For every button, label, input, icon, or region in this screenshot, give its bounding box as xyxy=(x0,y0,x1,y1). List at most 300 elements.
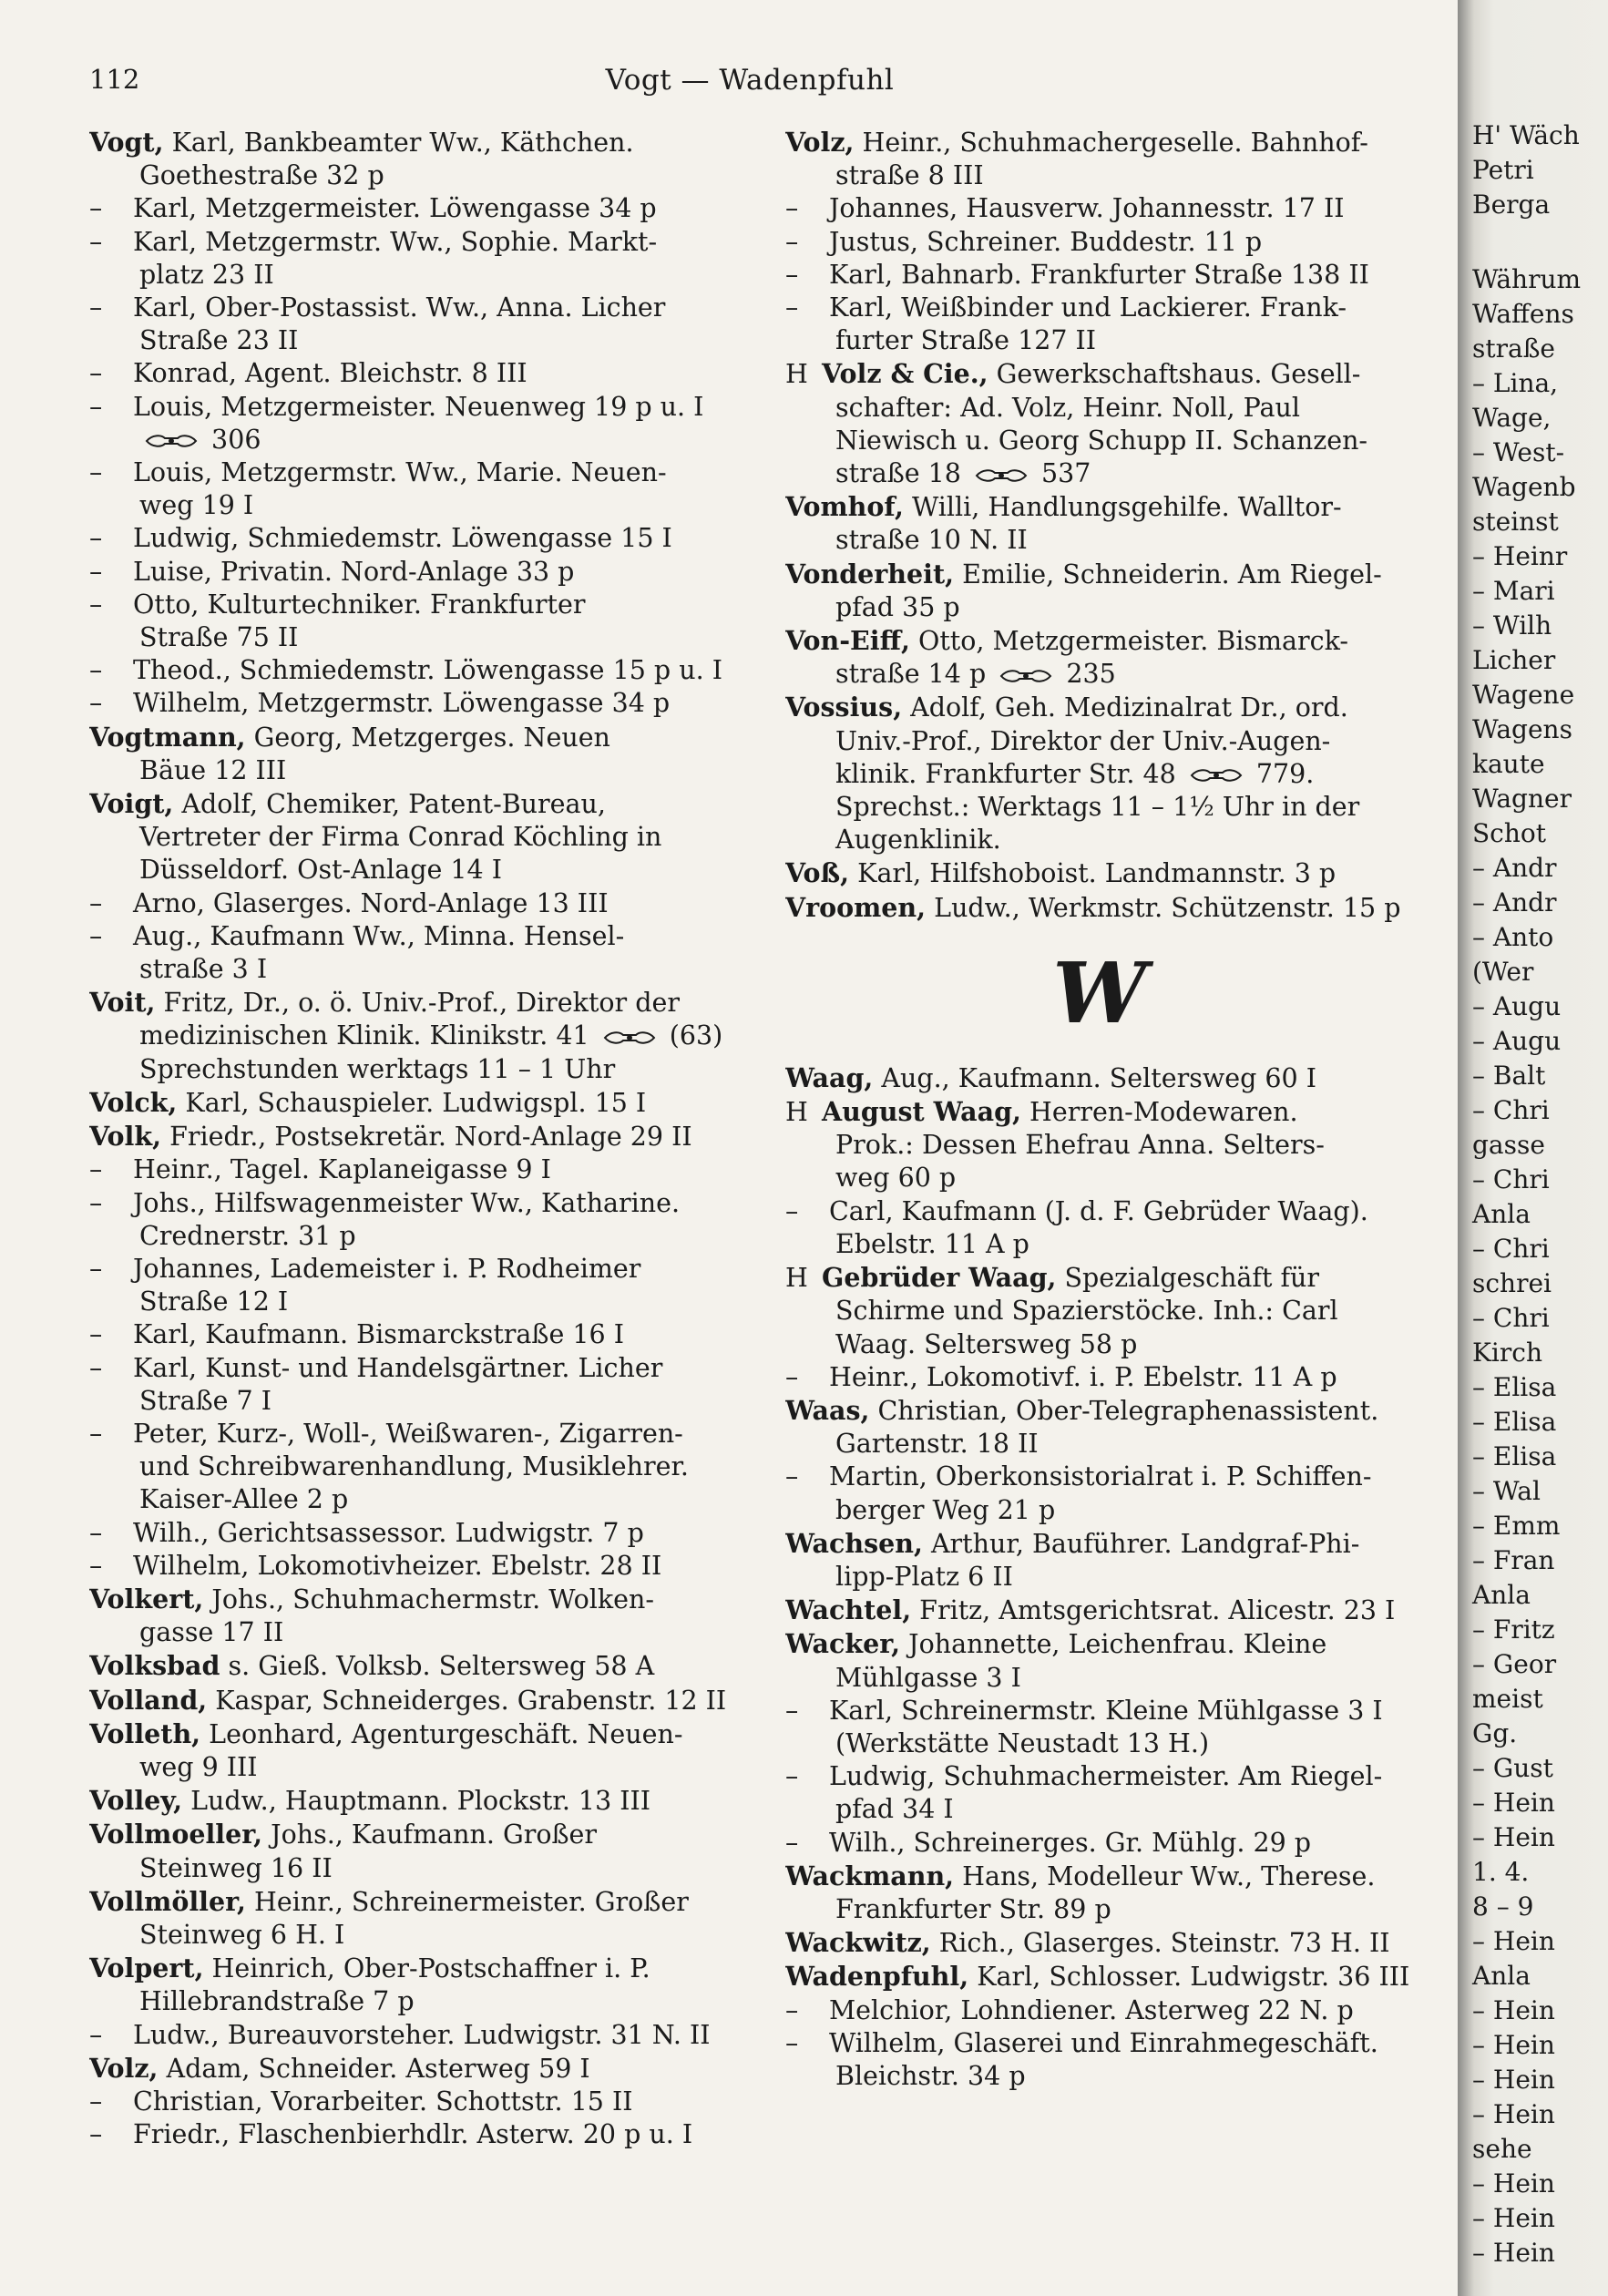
repeat-dash: – xyxy=(785,1461,799,1492)
directory-entry xyxy=(785,357,1414,490)
entry-line: Volkert, Johs., Schuhmachermstr. Wolken- xyxy=(89,1583,654,1614)
repeat-dash: – xyxy=(89,1418,103,1449)
repeat-dash: – xyxy=(785,1195,799,1226)
repeat-dash: – xyxy=(89,358,103,389)
adjacent-page-fragment: kaute xyxy=(1472,749,1545,779)
entry-name: August Waag, xyxy=(822,1096,1021,1128)
directory-entry xyxy=(89,391,729,456)
telephone-icon xyxy=(1190,767,1243,784)
repeat-dash: – xyxy=(785,1695,799,1726)
entry-name: Wachtel, xyxy=(785,1594,912,1626)
entry-line: berger Weg 21 p xyxy=(835,1494,1056,1525)
directory-entry xyxy=(785,1095,1414,1195)
entry-name: Volley, xyxy=(89,1785,183,1817)
entry-line: Voit, Fritz, Dr., o. ö. Univ.-Prof., Direktor der xyxy=(89,987,680,1019)
adjacent-page-fragment: – Andr xyxy=(1472,853,1557,883)
adjacent-page-fragment: – Elisa xyxy=(1472,1407,1557,1437)
entry-line: weg 19 I xyxy=(139,490,254,521)
page-number: 112 xyxy=(89,64,140,95)
repeat-dash: – xyxy=(785,292,799,323)
entry-line: Straße 75 II xyxy=(139,622,299,653)
directory-entry xyxy=(785,1760,1414,1826)
entry-line: Univ.-Prof., Direktor der Univ.-Augen- xyxy=(835,725,1331,756)
adjacent-page-fragment: Wagene xyxy=(1472,680,1575,710)
entry-line: – Wilhelm, Metzgermstr. Löwengasse 34 p xyxy=(89,687,729,720)
adjacent-page-fragment: – Chri xyxy=(1472,1164,1550,1194)
entry-line: 306 xyxy=(89,424,729,456)
entry-name: Wacker, xyxy=(785,1628,901,1660)
adjacent-page-edge xyxy=(1458,0,1608,2296)
adjacent-page-fragment: Anla xyxy=(1472,1199,1531,1229)
entry-line: – Otto, Kulturtechniker. Frankfurter xyxy=(89,589,729,621)
adjacent-page-fragment: – Hein xyxy=(1472,2168,1555,2199)
directory-entry xyxy=(785,292,1414,357)
entry-line: Bäue 12 III xyxy=(139,754,287,785)
entry-line: Volk, Friedr., Postsekretär. Nord-Anlage 29 II xyxy=(89,1121,692,1153)
entry-line: – Aug., Kaufmann Ww., Minna. Hensel- xyxy=(89,920,729,953)
repeat-dash: – xyxy=(89,457,103,488)
entry-line: Steinweg 6 H. I xyxy=(139,1919,345,1950)
directory-entry xyxy=(785,490,1414,557)
directory-entry xyxy=(89,522,729,555)
entry-line: – Karl, Schreinermstr. Kleine Mühlgasse 3 I xyxy=(785,1695,1414,1727)
adjacent-page-fragment: – Hein xyxy=(1472,1788,1555,1818)
adjacent-page-fragment: (Wer xyxy=(1472,957,1534,987)
directory-entry xyxy=(89,1120,729,1153)
repeat-dash: – xyxy=(785,1361,799,1392)
entry-line: Wachtel, Fritz, Amtsgerichtsrat. Alicestr. 23 I xyxy=(785,1594,1396,1626)
entry-line: Straße 23 II xyxy=(139,325,299,356)
directory-entry xyxy=(89,1086,729,1120)
entry-line: medizinischen Klinik. Klinikstr. 41 (63) xyxy=(139,1020,723,1051)
adjacent-page-fragment: – Emm xyxy=(1472,1511,1561,1541)
entry-line: Bleichstr. 34 p xyxy=(835,2060,1026,2091)
entry-line: Waag, Aug., Kaufmann. Seltersweg 60 I xyxy=(785,1061,1316,1093)
directory-entry xyxy=(785,856,1414,890)
entry-line: – Friedr., Flaschenbierhdlr. Asterw. 20 p u. I xyxy=(89,2118,729,2151)
entry-line: Wackwitz, Rich., Glaserges. Steinstr. 73 H. II xyxy=(785,1927,1390,1959)
directory-entry xyxy=(89,2086,729,2118)
repeat-dash: – xyxy=(785,1994,799,2025)
telephone-icon xyxy=(603,1030,656,1046)
entry-line: Kaiser-Allee 2 p xyxy=(139,1484,349,1515)
entry-line: weg 9 III xyxy=(139,1751,258,1782)
entry-line: Ebelstr. 11 A p xyxy=(835,1228,1029,1259)
directory-entry xyxy=(89,1684,729,1717)
entry-line: – Ludw., Bureauvorsteher. Ludwigstr. 31 N. II xyxy=(89,2019,729,2052)
entry-line: Volley, Ludw., Hauptmann. Plockstr. 13 III xyxy=(89,1785,651,1817)
entry-line: – Louis, Metzgermstr. Ww., Marie. Neuen- xyxy=(89,456,729,489)
entry-name: Wachsen, xyxy=(785,1527,923,1559)
entry-line: Volck, Karl, Schauspieler. Ludwigspl. 15 I xyxy=(89,1086,647,1118)
adjacent-page-fragment: – Hein xyxy=(1472,2099,1555,2129)
directory-entry xyxy=(785,1195,1414,1261)
entry-line: Gartenstr. 18 II xyxy=(835,1429,1039,1460)
repeat-dash: – xyxy=(89,1187,103,1218)
directory-entry xyxy=(89,357,729,390)
adjacent-page-fragment: schrei xyxy=(1472,1268,1552,1298)
adjacent-page-fragment: – Lina, xyxy=(1472,368,1559,398)
entry-line: Sprechstunden werktags 11 – 1 Uhr xyxy=(139,1053,616,1084)
adjacent-page-fragment: Wagens xyxy=(1472,714,1572,744)
adjacent-page-fragment: – Elisa xyxy=(1472,1441,1557,1471)
directory-entry xyxy=(89,1153,729,1186)
directory-entry xyxy=(89,1253,729,1318)
directory-entry xyxy=(89,920,729,986)
directory-entry xyxy=(785,259,1414,292)
entry-line: H Gebrüder Waag, Spezialgeschäft für xyxy=(785,1261,1414,1295)
adjacent-page-fragment: sehe xyxy=(1472,2134,1532,2164)
adjacent-page-fragment: – Mari xyxy=(1472,576,1555,606)
adjacent-page-fragment: – Chri xyxy=(1472,1095,1550,1125)
repeat-dash: – xyxy=(785,1827,799,1858)
entry-line: lipp-Platz 6 II xyxy=(835,1561,1013,1592)
entry-line: pfad 34 I xyxy=(835,1794,954,1825)
entry-line: Sprechst.: Werktags 11 – 1½ Uhr in der xyxy=(835,792,1360,823)
adjacent-page-fragment: meist xyxy=(1472,1684,1543,1714)
directory-entry xyxy=(785,1960,1414,1994)
entry-name: Volkert, xyxy=(89,1583,204,1614)
adjacent-page-fragment: – Chri xyxy=(1472,1303,1550,1333)
entry-line: (Werkstätte Neustadt 13 H.) xyxy=(835,1727,1210,1758)
directory-entry xyxy=(785,226,1414,259)
entry-line: Vertreter der Firma Conrad Köchling in xyxy=(139,822,662,853)
entry-line: – Karl, Metzgermstr. Ww., Sophie. Markt- xyxy=(89,226,729,259)
adjacent-page-fragment: – Hein xyxy=(1472,2030,1555,2060)
entry-line: – Karl, Kunst- und Handelsgärtner. Licher xyxy=(89,1352,729,1385)
directory-entry xyxy=(785,1994,1414,2027)
entry-line: Straße 12 I xyxy=(139,1286,289,1317)
entry-line: Goethestraße 32 p xyxy=(139,160,384,191)
entry-line: weg 60 p xyxy=(835,1163,957,1194)
directory-entry xyxy=(785,192,1414,225)
repeat-dash: – xyxy=(785,1761,799,1792)
adjacent-page-fragment: Wagner xyxy=(1472,784,1572,814)
directory-entry xyxy=(89,192,729,225)
entry-line: – Karl, Ober-Postassist. Ww., Anna. Licher xyxy=(89,292,729,324)
directory-entry xyxy=(89,456,729,522)
directory-entry xyxy=(89,1318,729,1351)
entry-name: Wackmann, xyxy=(785,1860,955,1891)
directory-entry xyxy=(89,687,729,720)
entry-line: Volz, Adam, Schneider. Asterweg 59 I xyxy=(89,2052,590,2084)
repeat-dash: – xyxy=(89,1517,103,1548)
trade-mark: H xyxy=(785,359,808,390)
entry-name: Vogtmann, xyxy=(89,721,246,753)
directory-entry xyxy=(89,1352,729,1418)
adjacent-page-fragment: – Hein xyxy=(1472,1926,1555,1956)
entry-line: – Heinr., Lokomotivf. i. P. Ebelstr. 11 A p xyxy=(785,1361,1414,1394)
adjacent-page-fragment: – Geor xyxy=(1472,1649,1557,1679)
directory-entry xyxy=(785,1695,1414,1760)
entry-name: Volz, xyxy=(89,2052,159,2084)
directory-entry xyxy=(89,556,729,589)
entry-line: Hillebrandstraße 7 p xyxy=(139,1986,415,2017)
repeat-dash: – xyxy=(89,688,103,719)
entry-name: Gebrüder Waag, xyxy=(822,1262,1057,1294)
repeat-dash: – xyxy=(89,2019,103,2050)
adjacent-page-fragment: Währum xyxy=(1472,264,1582,294)
directory-entry xyxy=(89,2019,729,2052)
adjacent-page-fragment: – Augu xyxy=(1472,1026,1562,1056)
entry-line: Wacker, Johannette, Leichenfrau. Kleine xyxy=(785,1628,1327,1660)
entry-name: Volpert, xyxy=(89,1953,204,1984)
repeat-dash: – xyxy=(89,589,103,620)
directory-entry xyxy=(89,292,729,357)
repeat-dash: – xyxy=(89,920,103,951)
repeat-dash: – xyxy=(89,193,103,224)
repeat-dash: – xyxy=(89,887,103,918)
entry-name: Vonderheit, xyxy=(785,558,955,589)
entry-line: Crednerstr. 31 p xyxy=(139,1220,356,1251)
entry-line: pfad 35 p xyxy=(835,591,960,622)
repeat-dash: – xyxy=(89,1154,103,1185)
entry-line: – Heinr., Tagel. Kaplaneigasse 9 I xyxy=(89,1153,729,1186)
adjacent-page-fragment: – West- xyxy=(1472,437,1565,467)
entry-line: straße 10 N. II xyxy=(835,525,1028,556)
entry-line: Vossius, Adolf, Geh. Medizinalrat Dr., ord. xyxy=(785,692,1348,723)
entry-name: Volleth, xyxy=(89,1717,201,1749)
directory-entry xyxy=(785,1860,1414,1926)
entry-line: H Volz & Cie., Gewerkschaftshaus. Gesell- xyxy=(785,357,1414,391)
adjacent-page-fragment: – Anto xyxy=(1472,922,1554,952)
directory-entry xyxy=(785,1061,1414,1095)
entry-name: Waas, xyxy=(785,1394,870,1426)
entry-line: Niewisch u. Georg Schupp II. Schanzen- xyxy=(835,425,1368,456)
adjacent-page-fragment: Waffens xyxy=(1472,299,1574,329)
entry-name: Volz & Cie., xyxy=(822,358,988,390)
entry-line: – Melchior, Lohndiener. Asterweg 22 N. p xyxy=(785,1994,1414,2027)
adjacent-page-fragment: – Hein xyxy=(1472,1822,1555,1852)
entry-line: platz 23 II xyxy=(139,259,274,290)
directory-entry xyxy=(89,787,729,887)
repeat-dash: – xyxy=(785,259,799,290)
adjacent-page-fragment: Wage, xyxy=(1472,403,1552,433)
directory-entry xyxy=(785,2027,1414,2093)
entry-line: – Konrad, Agent. Bleichstr. 8 III xyxy=(89,357,729,390)
entry-line: klinik. Frankfurter Str. 48 779. xyxy=(835,758,1315,789)
adjacent-page-fragment: Anla xyxy=(1472,1580,1531,1610)
telephone-icon xyxy=(145,433,198,449)
directory-entry xyxy=(89,1717,729,1784)
adjacent-page-fragment: – Hein xyxy=(1472,2065,1555,2095)
running-head: Vogt — Wadenpfuhl xyxy=(605,64,895,97)
entry-line: – Wilhelm, Lokomotivheizer. Ebelstr. 28 II xyxy=(89,1550,729,1583)
adjacent-page-fragment: straße xyxy=(1472,333,1555,364)
directory-entry xyxy=(785,1261,1414,1361)
entry-line: Vogtmann, Georg, Metzgerges. Neuen xyxy=(89,721,610,753)
repeat-dash: – xyxy=(89,292,103,323)
right-column xyxy=(785,126,1414,2093)
directory-entry xyxy=(785,1627,1414,1694)
adjacent-page-fragment: – Wal xyxy=(1472,1476,1541,1506)
repeat-dash: – xyxy=(785,193,799,224)
adjacent-page-fragment: gasse xyxy=(1472,1130,1545,1160)
directory-entry xyxy=(785,624,1414,691)
entry-line: – Wilhelm, Glaserei und Einrahmegeschäft. xyxy=(785,2027,1414,2060)
entry-line: Schirme und Spazierstöcke. Inh.: Carl xyxy=(835,1296,1338,1327)
adjacent-page-fragment: Licher xyxy=(1472,645,1556,675)
adjacent-page-fragment: Wagenb xyxy=(1472,472,1576,502)
entry-line: – Theod., Schmiedemstr. Löwengasse 15 p u. I xyxy=(89,654,729,687)
directory-entry xyxy=(89,887,729,920)
adjacent-page-fragment: – Andr xyxy=(1472,887,1557,917)
entry-line: – Karl, Bahnarb. Frankfurter Straße 138 II xyxy=(785,259,1414,292)
entry-line: Prok.: Dessen Ehefrau Anna. Selters- xyxy=(835,1130,1325,1161)
repeat-dash: – xyxy=(785,226,799,257)
directory-entry xyxy=(89,1818,729,1884)
repeat-dash: – xyxy=(89,2086,103,2117)
adjacent-page-fragment: – Chri xyxy=(1472,1234,1550,1264)
entry-line: Düsseldorf. Ost-Anlage 14 I xyxy=(139,855,502,886)
entry-line: straße 3 I xyxy=(139,954,268,985)
directory-entry xyxy=(89,1583,729,1649)
adjacent-page-fragment: – Balt xyxy=(1472,1061,1546,1091)
repeat-dash: – xyxy=(89,1550,103,1581)
entry-line: – Carl, Kaufmann (J. d. F. Gebrüder Waag). xyxy=(785,1195,1414,1228)
directory-entry xyxy=(785,1461,1414,1526)
entry-line: Voigt, Adolf, Chemiker, Patent-Bureau, xyxy=(89,788,606,820)
entry-line: Vogt, Karl, Bankbeamter Ww., Käthchen. xyxy=(89,127,634,158)
entry-name: Voit, xyxy=(89,987,156,1019)
trade-mark: H xyxy=(785,1263,808,1294)
adjacent-page-fragment: 8 – 9 xyxy=(1472,1891,1534,1922)
entry-line: – Peter, Kurz-, Woll-, Weißwaren-, Zigarren- xyxy=(89,1418,729,1450)
entry-line: – Martin, Oberkonsistorialrat i. P. Schiffen- xyxy=(785,1461,1414,1493)
adjacent-page-fragment: – Augu xyxy=(1472,991,1562,1021)
telephone-icon xyxy=(975,467,1028,484)
repeat-dash: – xyxy=(89,2119,103,2150)
entry-line: Vollmöller, Heinr., Schreinermeister. Großer xyxy=(89,1885,689,1917)
directory-entry xyxy=(89,721,729,787)
adjacent-page-fragment: 1. 4. xyxy=(1472,1857,1530,1887)
entry-name: Voß, xyxy=(785,857,850,889)
section-letter: W xyxy=(1052,943,1147,1042)
directory-entry xyxy=(89,126,729,192)
entry-line: Vomhof, Willi, Handlungsgehilfe. Walltor- xyxy=(785,491,1342,523)
entry-line: – Luise, Privatin. Nord-Anlage 33 p xyxy=(89,556,729,589)
entry-name: Von-Eiff, xyxy=(785,625,910,657)
directory-entry xyxy=(89,1550,729,1583)
entry-name: Volk, xyxy=(89,1121,162,1153)
repeat-dash: – xyxy=(785,2027,799,2058)
entry-name: Waag, xyxy=(785,1061,874,1093)
entry-line: Vonderheit, Emilie, Schneiderin. Am Riegel- xyxy=(785,558,1382,589)
directory-entry xyxy=(785,126,1414,192)
adjacent-page-fragment: Berga xyxy=(1472,190,1551,220)
entry-line: Volksbad s. Gieß. Volksb. Seltersweg 58 A xyxy=(89,1650,655,1682)
telephone-icon xyxy=(999,668,1052,684)
entry-line: straße 14 p 235 xyxy=(835,659,1116,690)
entry-line: Volpert, Heinrich, Ober-Postschaffner i. P. xyxy=(89,1953,650,1984)
entry-line: – Ludwig, Schuhmachermeister. Am Riegel- xyxy=(785,1760,1414,1793)
entry-name: Vollmoeller, xyxy=(89,1819,263,1850)
entry-line: Steinweg 16 II xyxy=(139,1852,333,1883)
adjacent-page-fragment: steinst xyxy=(1472,507,1559,537)
directory-entry xyxy=(785,1394,1414,1461)
adjacent-page-fragment: – Hein xyxy=(1472,2203,1555,2233)
repeat-dash: – xyxy=(89,391,103,422)
entry-line: – Ludwig, Schmiedemstr. Löwengasse 15 I xyxy=(89,522,729,555)
directory-entry xyxy=(785,691,1414,856)
entry-line: – Wilh., Schreinerges. Gr. Mühlg. 29 p xyxy=(785,1827,1414,1860)
entry-name: Wadenpfuhl, xyxy=(785,1961,969,1993)
adjacent-page-fragment: – Fran xyxy=(1472,1545,1555,1575)
entry-name: Vossius, xyxy=(785,692,903,723)
directory-entry xyxy=(89,1517,729,1550)
repeat-dash: – xyxy=(89,523,103,554)
trade-mark: H xyxy=(785,1097,808,1128)
repeat-dash: – xyxy=(89,1253,103,1284)
entry-name: Vollmöller, xyxy=(89,1885,246,1917)
entry-name: Wackwitz, xyxy=(785,1927,931,1959)
entry-line: Wackmann, Hans, Modelleur Ww., Therese. xyxy=(785,1860,1376,1891)
directory-entry xyxy=(89,589,729,654)
entry-line: – Louis, Metzgermeister. Neuenweg 19 p u. I xyxy=(89,391,729,424)
entry-line: Mühlgasse 3 I xyxy=(835,1662,1021,1693)
left-column xyxy=(89,126,729,2151)
directory-entry xyxy=(89,1418,729,1517)
entry-line: straße 8 III xyxy=(835,160,984,191)
entry-line: – Justus, Schreiner. Buddestr. 11 p xyxy=(785,226,1414,259)
adjacent-page-fragment: – Elisa xyxy=(1472,1372,1557,1402)
entry-line: Volleth, Leonhard, Agenturgeschäft. Neuen- xyxy=(89,1717,683,1749)
entry-line: – Johs., Hilfswagenmeister Ww., Katharine. xyxy=(89,1187,729,1220)
adjacent-page-fragment: Kirch xyxy=(1472,1338,1542,1368)
directory-entry xyxy=(89,1952,729,2018)
adjacent-page-fragment: – Wilh xyxy=(1472,610,1552,641)
adjacent-page-fragment: Schot xyxy=(1472,818,1547,848)
directory-entry xyxy=(785,1594,1414,1627)
adjacent-page-fragment: Gg. xyxy=(1472,1718,1518,1748)
entry-name: Volz, xyxy=(785,127,855,158)
entry-name: Vomhof, xyxy=(785,491,904,523)
repeat-dash: – xyxy=(89,1352,103,1383)
entry-name: Volland, xyxy=(89,1684,208,1716)
entry-line: – Karl, Weißbinder und Lackierer. Frank- xyxy=(785,292,1414,324)
entry-line: Straße 7 I xyxy=(139,1385,272,1416)
adjacent-page-fragment: Petri xyxy=(1472,155,1534,185)
directory-entry xyxy=(785,1827,1414,1860)
adjacent-page-fragment: – Fritz xyxy=(1472,1614,1555,1645)
adjacent-page-fragment: – Gust xyxy=(1472,1753,1553,1783)
repeat-dash: – xyxy=(89,556,103,587)
directory-entry xyxy=(89,2052,729,2086)
repeat-dash: – xyxy=(89,655,103,686)
adjacent-page-fragment: – Hein xyxy=(1472,1995,1555,2025)
directory-entry xyxy=(89,986,729,1086)
directory-entry xyxy=(785,1361,1414,1394)
entry-line: Von-Eiff, Otto, Metzgermeister. Bismarck- xyxy=(785,625,1349,657)
entry-line: – Arno, Glaserges. Nord-Anlage 13 III xyxy=(89,887,729,920)
entry-line: Wachsen, Arthur, Bauführer. Landgraf-Phi- xyxy=(785,1527,1360,1559)
entry-line: Vollmoeller, Johs., Kaufmann. Großer xyxy=(89,1819,598,1850)
page-header xyxy=(89,64,1410,108)
entry-line: Waas, Christian, Ober-Telegraphenassistent. xyxy=(785,1394,1379,1426)
entry-line: – Karl, Metzgermeister. Löwengasse 34 p xyxy=(89,192,729,225)
entry-name: Volksbad xyxy=(89,1650,220,1682)
directory-entry xyxy=(785,1527,1414,1594)
entry-line: Augenklinik. xyxy=(835,825,1001,856)
entry-line: und Schreibwarenhandlung, Musiklehrer. xyxy=(139,1451,689,1482)
adjacent-page-fragment: – Hein xyxy=(1472,2238,1555,2268)
directory-entry xyxy=(89,1885,729,1952)
entry-line: – Johannes, Hausverw. Johannesstr. 17 II xyxy=(785,192,1414,225)
directory-entry xyxy=(89,654,729,687)
entry-line: Volland, Kaspar, Schneiderges. Grabenstr. 12 II xyxy=(89,1684,727,1716)
directory-entry xyxy=(89,2118,729,2151)
entry-line: Volz, Heinr., Schuhmachergeselle. Bahnhof- xyxy=(785,127,1368,158)
